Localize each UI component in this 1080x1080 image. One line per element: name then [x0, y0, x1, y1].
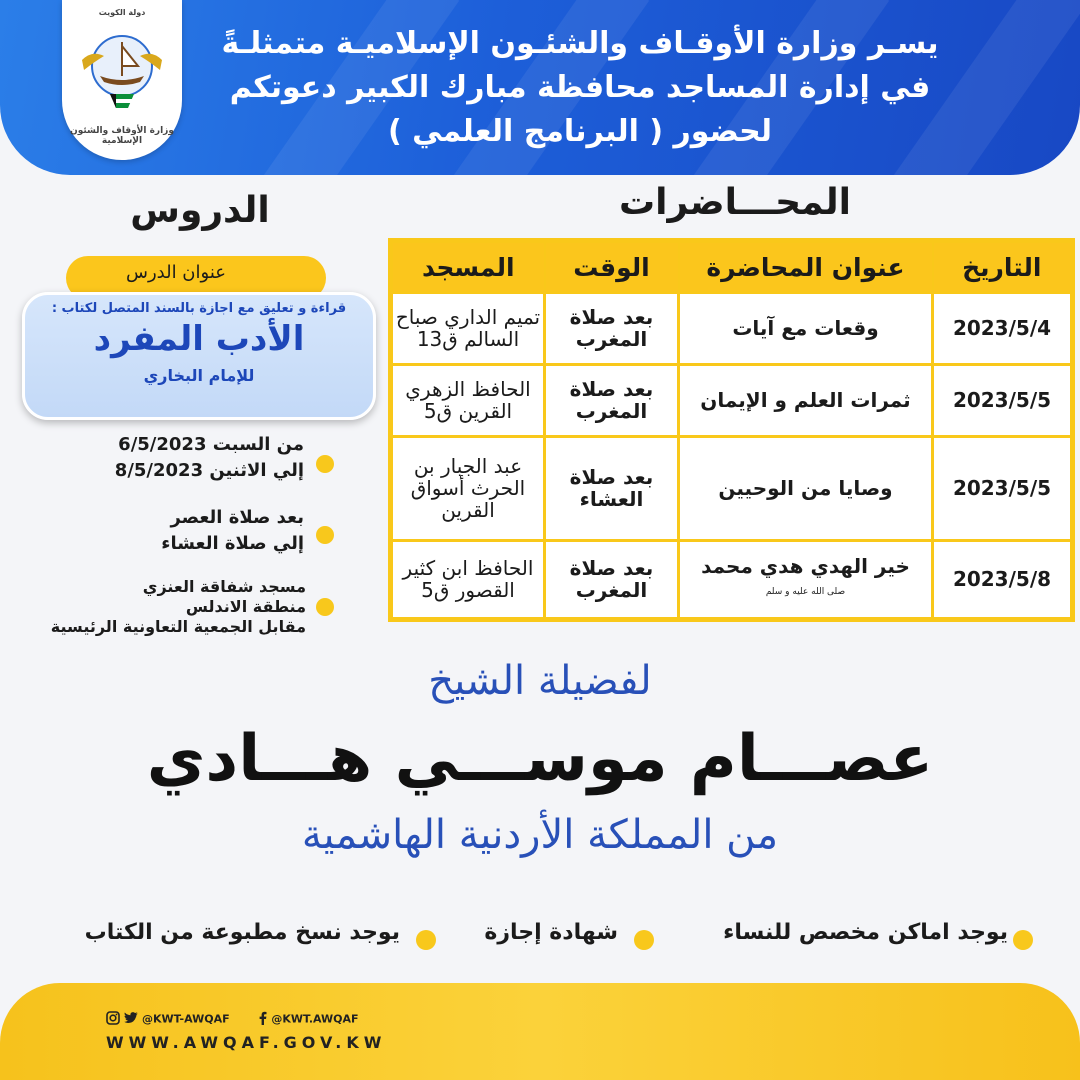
table-row: [391, 436, 1073, 540]
sheikh-prefix: لفضيلة الشيخ: [428, 658, 652, 704]
facebook-handle[interactable]: @KWT.AWQAF: [271, 1012, 359, 1026]
lecture-mosque: عبد الجبار بن الحرث أسواق القرين: [391, 436, 545, 540]
lesson-time-from: بعد صلاة العصر: [170, 507, 304, 528]
instagram-twitter-handle[interactable]: @KWT-AWQAF: [142, 1012, 230, 1026]
instagram-icon[interactable]: [106, 1011, 120, 1028]
lecture-title: ثمرات العلم و الإيمان: [679, 364, 933, 436]
ministry-logo: [62, 0, 182, 160]
header-line-3: لحضور ( البرنامج العلمي ): [387, 114, 773, 149]
sheikh-origin: من المملكة الأردنية الهاشمية: [301, 812, 779, 858]
lecture-mosque: الحافظ الزهري القرين ق5: [391, 364, 545, 436]
lecture-subtitle: صلى الله عليه و سلم: [765, 587, 846, 598]
header-text: [200, 22, 960, 154]
lesson-times: [60, 505, 304, 557]
lesson-author: للإمام البخاري: [143, 366, 255, 385]
social-links: [106, 1011, 359, 1028]
lecture-mosque: تميم الداري صباح السالم ق13: [391, 293, 545, 365]
lesson-date-from: من السبت 6/5/2023: [118, 434, 304, 455]
note-women-seating: يوجد اماكن مخصص للنساء: [723, 920, 1008, 945]
bullet-icon: [1013, 930, 1033, 950]
lecture-date: 2023/5/5: [933, 364, 1073, 436]
table-header-row: [391, 241, 1073, 293]
lecture-title: خير الهدي هدي محمد: [701, 554, 910, 579]
note-printed-copies: يوجد نسخ مطبوعة من الكتاب: [84, 920, 400, 945]
bullet-icon: [416, 930, 436, 950]
lecture-title-cell: [679, 540, 933, 619]
bullet-icon: [316, 526, 334, 544]
lesson-place-3: مقابل الجمعية التعاونية الرئيسية: [50, 617, 306, 636]
twitter-icon[interactable]: [124, 1012, 138, 1027]
lesson-book-title: الأدب المفرد: [93, 319, 305, 359]
lecture-title: وصايا من الوحيين: [679, 436, 933, 540]
column-header: المسجد: [391, 241, 545, 293]
kuwait-emblem-icon: [72, 20, 172, 120]
lectures-title: المحـــاضرات: [618, 182, 852, 223]
column-header: الوقت: [545, 241, 679, 293]
lecture-date: 2023/5/5: [933, 436, 1073, 540]
lecture-time: بعد صلاة المغرب: [545, 364, 679, 436]
lecture-title: وقعات مع آيات: [679, 293, 933, 365]
lecture-mosque: الحافظ ابن كثير القصور ق5: [391, 540, 545, 619]
lesson-dates: [60, 432, 304, 484]
header-line-2: في إدارة المساجد محافظة مبارك الكبير دعوتكم: [229, 70, 931, 105]
table-row: [391, 540, 1073, 619]
bullet-icon: [316, 598, 334, 616]
bullet-icon: [316, 455, 334, 473]
lecture-time: بعد صلاة المغرب: [545, 540, 679, 619]
lesson-place: [10, 577, 306, 637]
lesson-intro: قراءة و تعليق مع اجازة بالسند المتصل لكتاب :: [51, 301, 347, 316]
lecture-time: بعد صلاة العشاء: [545, 436, 679, 540]
website-link[interactable]: WWW.AWQAF.GOV.KW: [106, 1033, 387, 1052]
bullet-icon: [634, 930, 654, 950]
header-line-1: يسـر وزارة الأوقـاف والشئـون الإسلاميـة متمثلـةً: [221, 26, 939, 61]
lecture-date: 2023/5/4: [933, 293, 1073, 365]
logo-caption: وزارة الأوقاف والشئون الإسلامية: [70, 126, 174, 146]
lesson-date-to: إلي الاثنين 8/5/2023: [114, 460, 304, 481]
sheikh-name: عصـــام موســـي هـــادي: [146, 722, 934, 796]
lecture-time: بعد صلاة المغرب: [545, 293, 679, 365]
lectures-table: [388, 238, 1075, 622]
logo-top-caption: دولة الكويت: [98, 8, 146, 17]
lessons-title: الدروس: [130, 190, 270, 231]
lecture-date: 2023/5/8: [933, 540, 1073, 619]
note-certificate: شهادة إجازة: [484, 920, 618, 945]
lesson-place-1: مسجد شفاقة العنزي: [142, 577, 306, 596]
footer-banner: [0, 983, 1080, 1080]
table-row: [391, 293, 1073, 365]
lesson-card: [22, 292, 376, 420]
lesson-place-2: منطقة الاندلس: [185, 597, 306, 616]
facebook-icon[interactable]: [259, 1011, 267, 1028]
table-row: [391, 364, 1073, 436]
lesson-time-to: إلي صلاة العشاء: [161, 533, 304, 554]
column-header: عنوان المحاضرة: [679, 241, 933, 293]
column-header: التاريخ: [933, 241, 1073, 293]
lesson-pill-label: عنوان الدرس: [125, 262, 226, 283]
